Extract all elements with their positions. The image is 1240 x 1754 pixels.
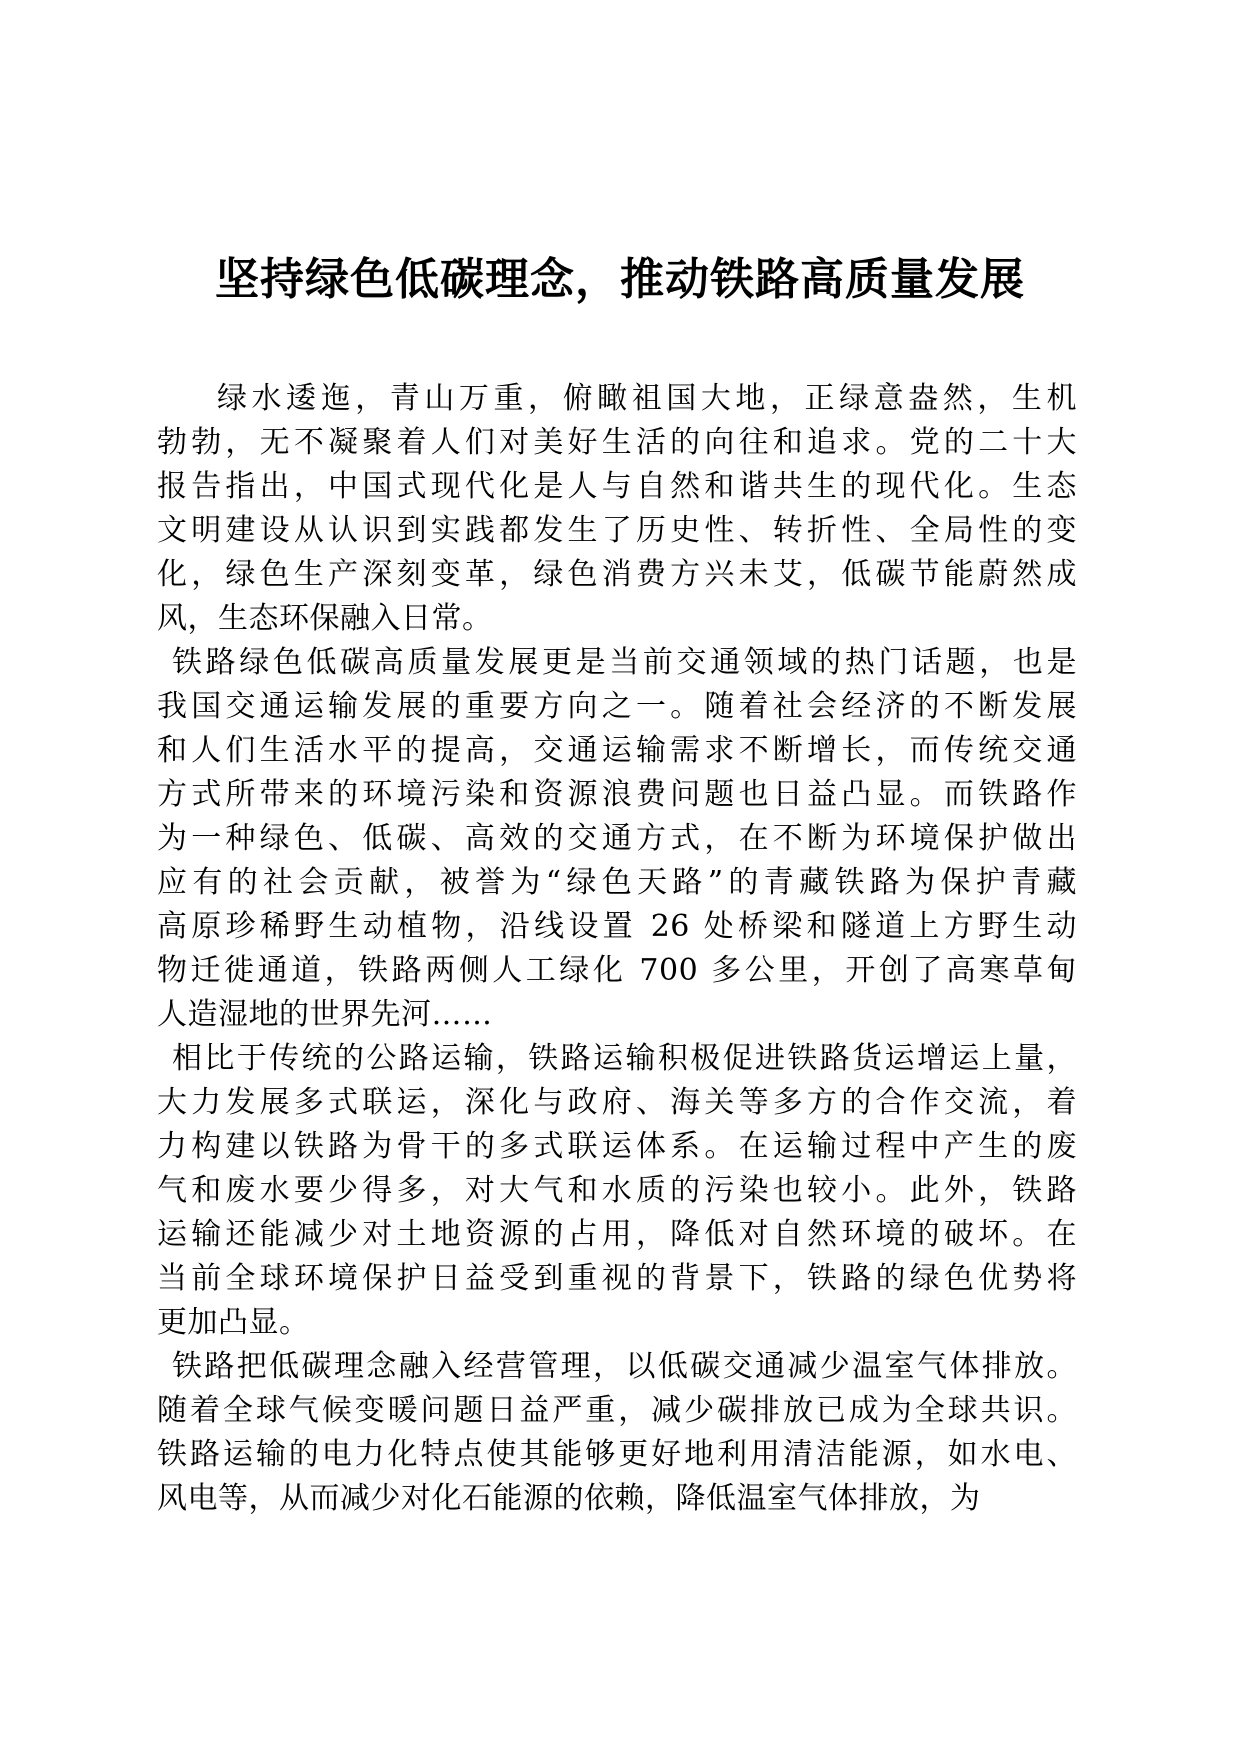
paragraph-line: 更加凸显。: [157, 1305, 310, 1340]
paragraph-line: 高原珍稀野生动植物，沿线设置 26 处桥梁和隧道上方野生动: [157, 909, 1077, 944]
paragraph-line: 当前全球环境保护日益受到重视的背景下，铁路的绿色优势将: [157, 1261, 1077, 1296]
paragraph-line: 铁路绿色低碳高质量发展更是当前交通领域的热门话题，也是: [172, 645, 1077, 680]
paragraph-line: 风，生态环保融入日常。: [157, 601, 493, 636]
paragraph-line: 风电等，从而减少对化石能源的依赖，降低温室气体排放，为: [157, 1481, 981, 1516]
paragraph-line: 报告指出，中国式现代化是人与自然和谐共生的现代化。生态: [157, 469, 1077, 504]
paragraph-line: 化，绿色生产深刻变革，绿色消费方兴未艾，低碳节能蔚然成: [157, 557, 1077, 592]
paragraph-line: 铁路运输的电力化特点使其能够更好地利用清洁能源，如水电、: [157, 1437, 1077, 1472]
paragraph-line: 力构建以铁路为骨干的多式联运体系。在运输过程中产生的废: [157, 1129, 1077, 1164]
paragraph-line: 运输还能减少对土地资源的占用，降低对自然环境的破坏。在: [157, 1217, 1077, 1252]
paragraph-line: 相比于传统的公路运输，铁路运输积极促进铁路货运增运上量，: [172, 1041, 1077, 1076]
paragraph-line: 大力发展多式联运，深化与政府、海关等多方的合作交流，着: [157, 1085, 1077, 1120]
paragraph-line: 勃勃，无不凝聚着人们对美好生活的向往和追求。党的二十大: [157, 425, 1077, 460]
paragraph-line: 物迁徙通道，铁路两侧人工绿化 700 多公里，开创了高寒草甸: [157, 953, 1077, 988]
paragraph-line: 方式所带来的环境污染和资源浪费问题也日益凸显。而铁路作: [157, 777, 1077, 812]
paragraph-line: 文明建设从认识到实践都发生了历史性、转折性、全局性的变: [157, 513, 1077, 548]
paragraph: [157, 1037, 1077, 1345]
paragraph: [157, 377, 1077, 641]
paragraph-line: 和人们生活水平的提高，交通运输需求不断增长，而传统交通: [157, 733, 1077, 768]
paragraph-line: 铁路把低碳理念融入经营管理，以低碳交通减少温室气体排放。: [172, 1349, 1077, 1384]
paragraph-line: 随着全球气候变暖问题日益严重，减少碳排放已成为全球共识。: [157, 1393, 1077, 1428]
document-body: [157, 377, 1077, 1521]
paragraph-line: 人造湿地的世界先河……: [157, 997, 493, 1032]
paragraph: [157, 641, 1077, 1037]
paragraph: [157, 1345, 1077, 1521]
paragraph-line: 我国交通运输发展的重要方向之一。随着社会经济的不断发展: [157, 689, 1077, 724]
paragraph-line: 气和废水要少得多，对大气和水质的污染也较小。此外，铁路: [157, 1173, 1077, 1208]
paragraph-line: 为一种绿色、低碳、高效的交通方式，在不断为环境保护做出: [157, 821, 1077, 856]
paragraph-line: 绿水逶迤，青山万重，俯瞰祖国大地，正绿意盎然，生机: [217, 381, 1077, 416]
paragraph-line: 应有的社会贡献，被誉为“绿色天路”的青藏铁路为保护青藏: [157, 865, 1077, 900]
document-title: 坚持绿色低碳理念，推动铁路高质量发展: [215, 254, 1025, 305]
